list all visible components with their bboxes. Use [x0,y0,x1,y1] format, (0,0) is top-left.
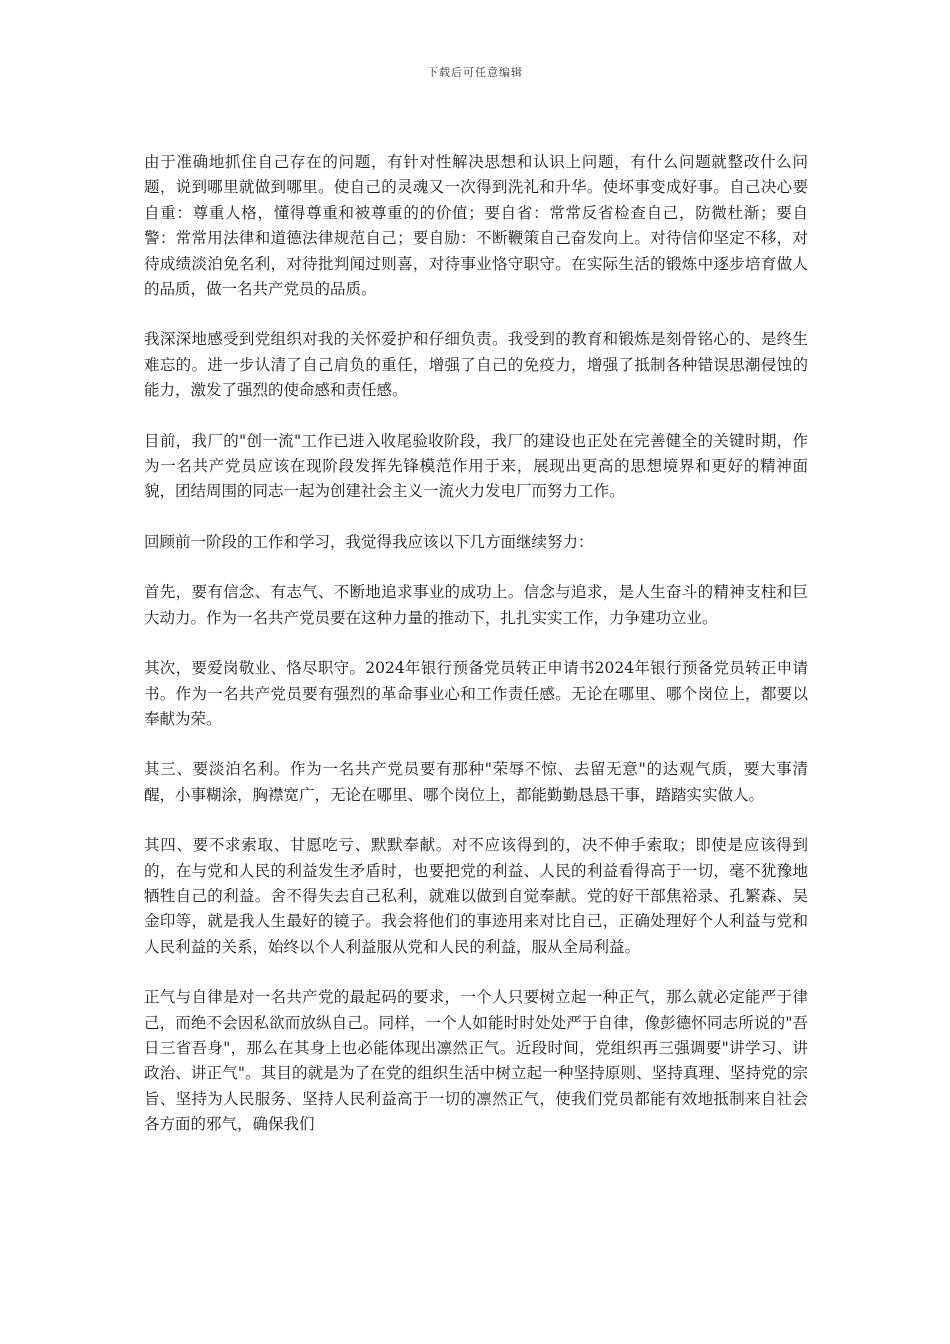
paragraph: 由于准确地抓住自己存在的问题，有针对性解决思想和认识上问题，有什么问题就整改什么问题，说到哪里就做到哪里。使自己的灵魂又一次得到洗礼和升华。使坏事变成好事。自己决心要自重：尊重人格，懂得尊重和被尊重的的价值；要自省：常常反省检查自己，防微杜渐；要自警：常常用法律和道德法律规范自己；要自励：不断鞭策自己奋发向上。对待信仰坚定不移，对待成绩淡泊免名利，对待批判闻过则喜，对待事业恪守职守。在实际生活的锻炼中逐步培育做人的品质，做一名共产党员的品质。 [144,153,808,299]
paragraph: 其三、要淡泊名利。作为一名共产党员要有那种"荣辱不惊、去留无意"的达观气质，要大事清醒，小事糊涂，胸襟宽广，无论在哪里、哪个岗位上，都能勤勤恳恳干事，踏踏实实做人。 [144,760,808,804]
paragraph: 其四、要不求索取、甘愿吃亏、默默奉献。对不应该得到的，决不伸手索取；即使是应该得到的，在与党和人民的利益发生矛盾时，也要把党的利益、人民的利益看得高于一切，毫不犹豫地牺牲自己的利益。舍不得失去自己私利，就难以做到自觉奉献。党的好干部焦裕录、孔繁森、吴金印等，就是我人生最好的镜子。我会将他们的事迹用来对比自己，正确处理好个人利益与党和人民利益的关系，始终以个人利益服从党和人民的利益，服从全局利益。 [144,836,808,956]
page-header: 下载后可任意编辑 [427,66,523,79]
paragraph: 首先，要有信念、有志气、不断地追求事业的成功上。信念与追求，是人生奋斗的精神支柱和巨大动力。作为一名共产党员要在这种力量的推动下，扎扎实实工作，力争建功立业。 [144,583,808,627]
document-body [144,150,808,1163]
paragraph: 目前，我厂的"创一流"工作已进入收尾验收阶段，我厂的建设也正处在完善健全的关键时期，作为一名共产党员应该在现阶段发挥先锋模范作用于来，展现出更高的思想境界和更好的精神面貌，团结周围的同志一起为创建社会主义一流火力发电厂而努力工作。 [144,431,808,501]
paragraph: 正气与自律是对一名共产党的最起码的要求，一个人只要树立起一种正气，那么就必定能严于律己，而绝不会因私欲而放纵自己。同样，一个人如能时时处处严于自律，像彭德怀同志所说的"吾日三省吾身"，那么在其身上也必能体现出凛然正气。近段时间，党组织再三强调要"讲学习、讲政治、讲正气"。其目的就是为了在党的组织生活中树立起一种坚持原则、坚持真理、坚持党的宗旨、坚持为人民服务、坚持人民利益高于一切的凛然正气，使我们党员都能有效地抵制来自社会各方面的邪气，确保我们 [144,988,808,1134]
paragraph: 其次，要爱岗敬业、恪尽职守。2024年银行预备党员转正申请书2024年银行预备党员转正申请书。作为一名共产党员要有强烈的革命事业心和工作责任感。无论在哪里、哪个岗位上，都要以奉献为荣。 [144,659,808,728]
paragraph: 我深深地感受到党组织对我的关怀爱护和仔细负责。我受到的教育和锻炼是刻骨铭心的、是终生难忘的。进一步认清了自己肩负的重任，增强了自己的免疫力，增强了抵制各种错误思潮侵蚀的能力，激发了强烈的使命感和责任感。 [144,330,808,400]
paragraph: 回顾前一阶段的工作和学习，我觉得我应该以下几方面继续努力： [144,532,594,551]
